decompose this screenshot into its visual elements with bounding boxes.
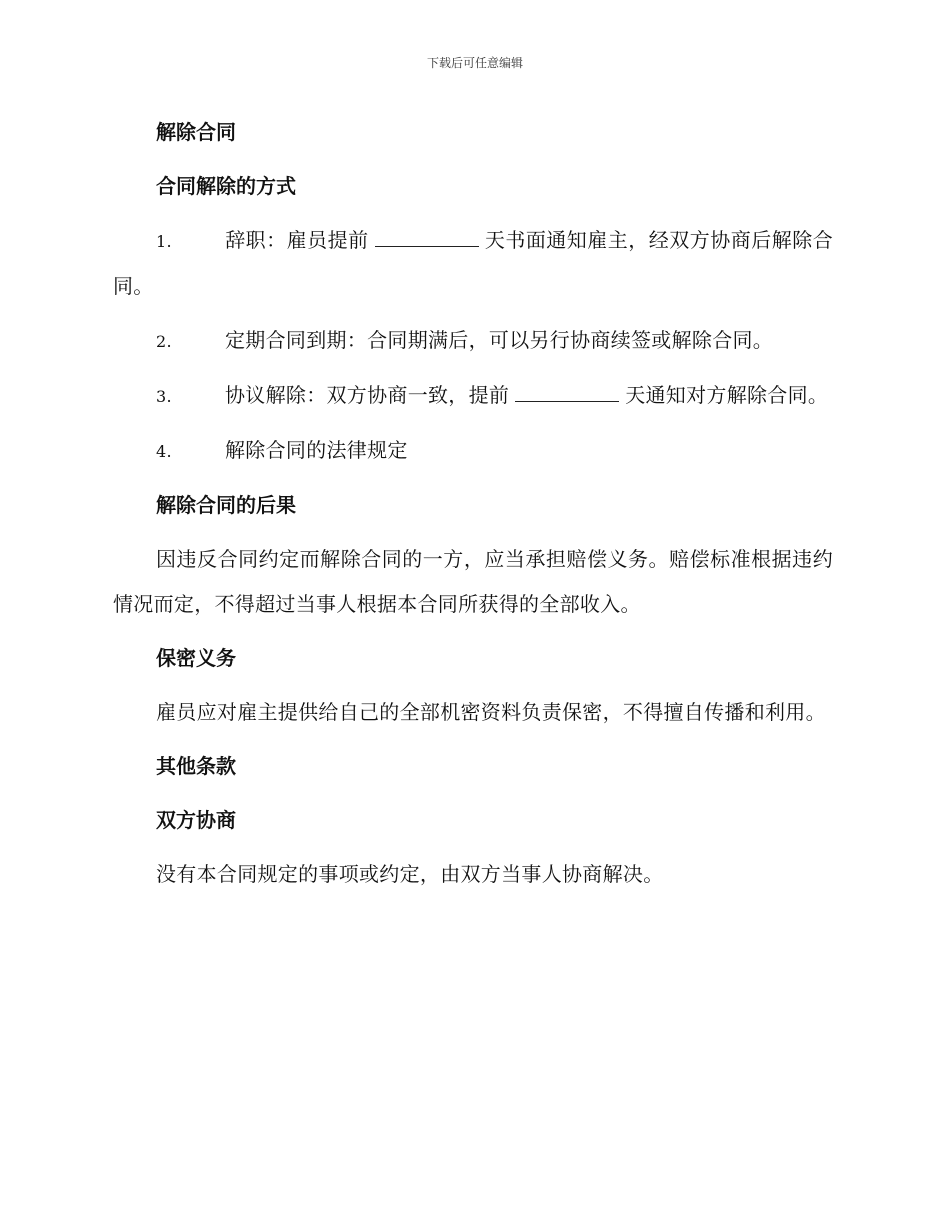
list-item-text-after: 天书面通知雇主，经双方协商后解除合同。 (113, 228, 833, 298)
list-item-text-after: 天通知对方解除合同。 (625, 383, 829, 407)
list-item-3 (113, 373, 833, 419)
list-item-text-before: 协议解除：双方协商一致，提前 (225, 383, 510, 407)
list-item-text: 解除合同的法律规定 (225, 438, 408, 462)
section-heading-termination-methods: 合同解除的方式 (156, 174, 296, 198)
fill-in-blank (375, 228, 479, 247)
document-body (113, 110, 833, 906)
section-heading-negotiation: 双方协商 (156, 808, 236, 832)
section-heading-confidentiality: 保密义务 (156, 646, 236, 670)
list-item-text: 定期合同到期：合同期满后，可以另行协商续签或解除合同。 (225, 328, 774, 352)
list-number: 2. (156, 332, 172, 351)
paragraph-consequences: 因违反合同约定而解除合同的一方，应当承担赔偿义务。赔偿标准根据违约情况而定，不得超过当事人根据本合同所获得的全部收入。 (113, 547, 833, 616)
list-number: 3. (156, 387, 172, 406)
page-header: 下载后可任意编辑 (426, 56, 523, 70)
list-item-text-before: 辞职：雇员提前 (225, 228, 369, 252)
paragraph-negotiation: 没有本合同规定的事项或约定，由双方当事人协商解决。 (156, 862, 664, 886)
paragraph-confidentiality: 雇员应对雇主提供给自己的全部机密资料负责保密，不得擅自传播和利用。 (156, 700, 826, 724)
list-item-4 (113, 428, 833, 474)
fill-in-blank (515, 383, 619, 402)
section-heading-consequences: 解除合同的后果 (156, 493, 296, 517)
section-heading-other-terms: 其他条款 (156, 754, 236, 778)
list-item-2 (113, 318, 833, 364)
section-heading-termination: 解除合同 (156, 120, 236, 144)
list-item-1 (113, 218, 833, 309)
list-number: 4. (156, 442, 172, 461)
list-number: 1. (156, 232, 172, 251)
